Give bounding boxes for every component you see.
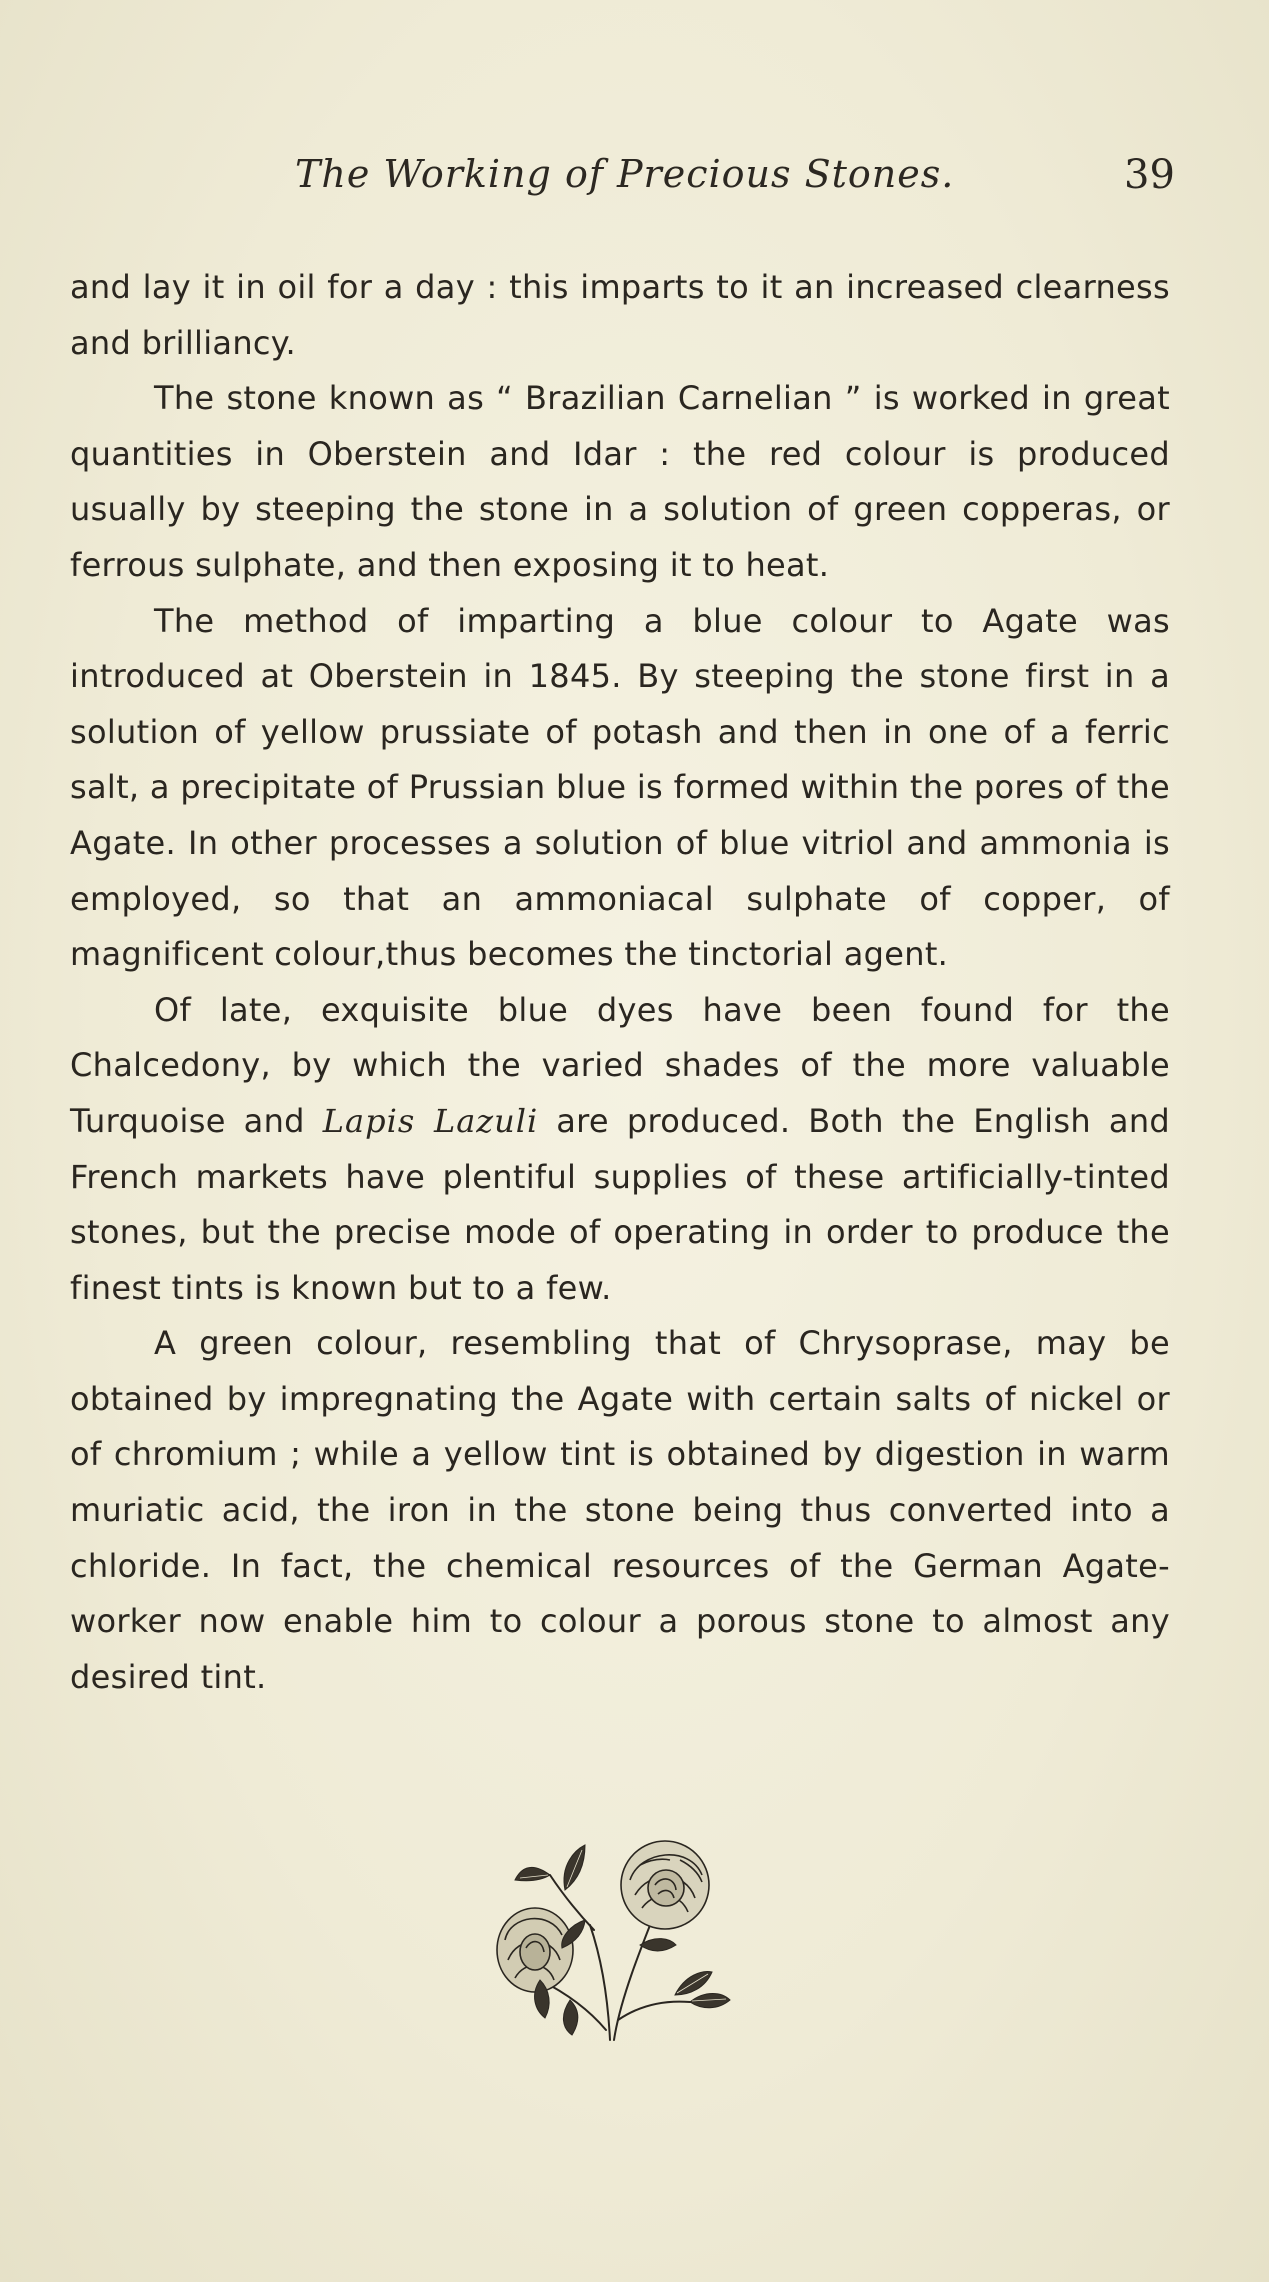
paragraph-blue-colour: The method of imparting a blue colour to Agate was introduced at Oberstein in 1845. By steeping the stone first in a solution of yellow prussiate of potash and then in one of a ferric salt, a precipitate of Prussian blue is formed within the pores of the Agate. In other processes a solution of blue vitriol and ammonia is employed, so that an ammoniacal sulphate of copper, of magnificent colour,thus becomes the tinctorial agent. xyxy=(70,601,1170,974)
paragraph-brazilian-carnelian: The stone known as “ Brazilian Carnelian ” is worked in great quantities in Oberstein and Idar : the red colour is produced usually by steeping the stone in a solution of green copperas, or ferrous sulphate, and then exposing it to heat. xyxy=(70,379,1170,584)
paragraph-blue-dyes-end: are produced. Both the English and French markets have plentiful supplies of these artificially-tinted stones, but the precise mode of operating in order to produce the finest tints is known but to a few. xyxy=(70,1101,1171,1307)
paragraph-continued: and lay it in oil for a day : this imparts to it an increased clearness and brilliancy. xyxy=(70,268,1170,362)
paragraph-blue-dyes xyxy=(70,983,1170,1317)
page-number: 39 xyxy=(1124,152,1175,198)
rose-vignette-icon xyxy=(490,1830,750,2050)
paragraph-green-colour: A green colour, resembling that of Chrysoprase, may be obtained by impregnating the Agate with certain salts of nickel or of chromium ; while a yellow tint is obtained by digestion in warm muriatic acid, the iron in the stone being thus converted into a chloride. In fact, the chemical resources of the German Agate-worker now enable him to colour a porous stone to almost any desired tint. xyxy=(70,1324,1170,1696)
lapis-lazuli-italic: Lapis Lazuli xyxy=(322,1101,539,1140)
running-head xyxy=(0,152,1269,212)
running-title: The Working of Precious Stones. xyxy=(295,152,955,196)
paragraph-blue-dyes-start: Of late, exquisite blue dyes have been found for the Chalcedony, by which the varied shades of the more valuable Turquoise and xyxy=(70,990,1170,1140)
body-text xyxy=(70,260,1170,1705)
